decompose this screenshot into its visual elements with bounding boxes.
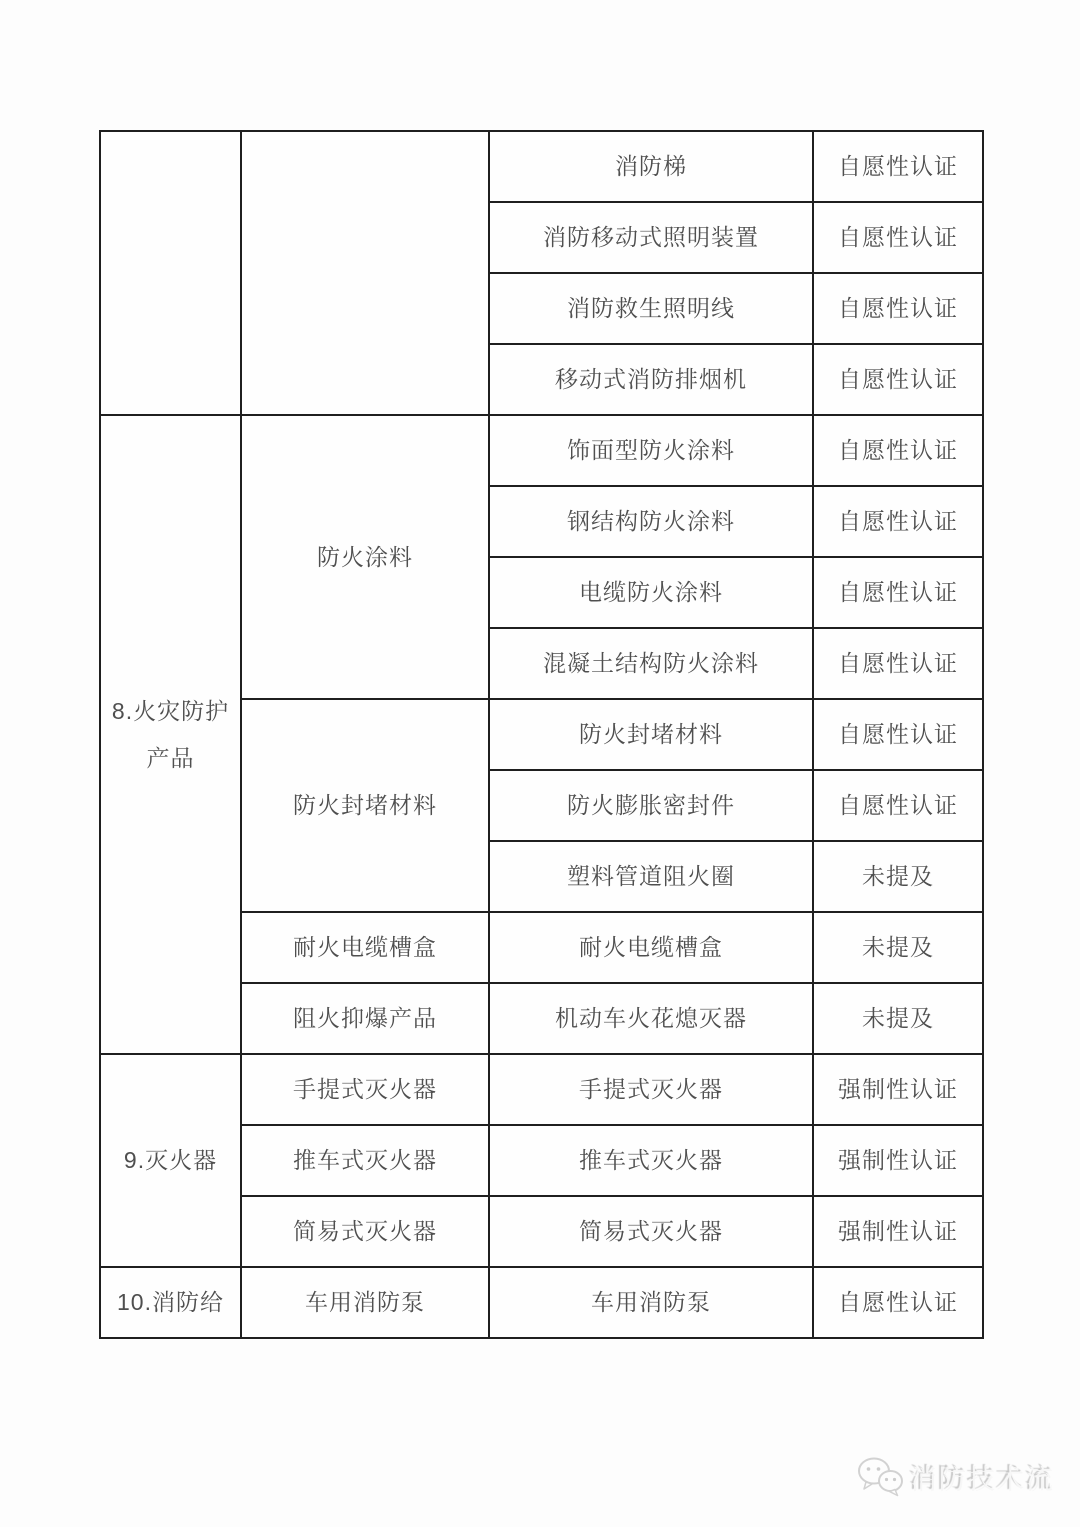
product-cell: 耐火电缆槽盒 bbox=[489, 912, 813, 983]
product-cell: 消防梯 bbox=[489, 131, 813, 202]
product-cell: 饰面型防火涂料 bbox=[489, 415, 813, 486]
certification-cell: 自愿性认证 bbox=[813, 486, 983, 557]
certification-cell: 自愿性认证 bbox=[813, 557, 983, 628]
subcategory-cell: 简易式灭火器 bbox=[241, 1196, 489, 1267]
product-cell: 车用消防泵 bbox=[489, 1267, 813, 1338]
certification-cell: 自愿性认证 bbox=[813, 131, 983, 202]
certification-cell: 强制性认证 bbox=[813, 1196, 983, 1267]
table-row bbox=[100, 1054, 983, 1125]
certification-cell: 自愿性认证 bbox=[813, 415, 983, 486]
certification-table bbox=[99, 130, 984, 1339]
product-cell: 手提式灭火器 bbox=[489, 1054, 813, 1125]
product-cell: 机动车火花熄灭器 bbox=[489, 983, 813, 1054]
product-cell: 消防移动式照明装置 bbox=[489, 202, 813, 273]
category-cell: 10.消防给 bbox=[100, 1267, 241, 1338]
category-cell: 9.灭火器 bbox=[100, 1054, 241, 1267]
certification-cell: 强制性认证 bbox=[813, 1125, 983, 1196]
product-cell: 塑料管道阻火圈 bbox=[489, 841, 813, 912]
subcategory-cell: 手提式灭火器 bbox=[241, 1054, 489, 1125]
category-cell bbox=[100, 415, 241, 1054]
product-cell: 钢结构防火涂料 bbox=[489, 486, 813, 557]
subcategory-cell: 车用消防泵 bbox=[241, 1267, 489, 1338]
category-line: 8.火灾防护 bbox=[111, 697, 230, 724]
certification-cell: 强制性认证 bbox=[813, 1054, 983, 1125]
subcategory-cell: 防火涂料 bbox=[241, 415, 489, 699]
table-row bbox=[100, 131, 983, 202]
watermark-text: 消防技术流 bbox=[910, 1464, 1055, 1495]
certification-cell: 未提及 bbox=[813, 983, 983, 1054]
category-cell bbox=[100, 131, 241, 415]
table-row bbox=[100, 415, 983, 486]
product-cell: 电缆防火涂料 bbox=[489, 557, 813, 628]
subcategory-cell: 耐火电缆槽盒 bbox=[241, 912, 489, 983]
category-line: 产品 bbox=[146, 744, 195, 771]
watermark bbox=[856, 1456, 1055, 1498]
certification-cell: 自愿性认证 bbox=[813, 1267, 983, 1338]
certification-cell: 未提及 bbox=[813, 841, 983, 912]
subcategory-cell: 推车式灭火器 bbox=[241, 1125, 489, 1196]
subcategory-cell bbox=[241, 131, 489, 415]
product-cell: 防火封堵材料 bbox=[489, 699, 813, 770]
certification-cell: 自愿性认证 bbox=[813, 770, 983, 841]
certification-cell: 自愿性认证 bbox=[813, 344, 983, 415]
subcategory-cell: 阻火抑爆产品 bbox=[241, 983, 489, 1054]
product-cell: 移动式消防排烟机 bbox=[489, 344, 813, 415]
certification-cell: 自愿性认证 bbox=[813, 699, 983, 770]
product-cell: 防火膨胀密封件 bbox=[489, 770, 813, 841]
wechat-icon bbox=[856, 1456, 904, 1498]
product-cell: 推车式灭火器 bbox=[489, 1125, 813, 1196]
subcategory-cell: 防火封堵材料 bbox=[241, 699, 489, 912]
certification-cell: 自愿性认证 bbox=[813, 628, 983, 699]
certification-cell: 自愿性认证 bbox=[813, 273, 983, 344]
product-cell: 消防救生照明线 bbox=[489, 273, 813, 344]
product-cell: 混凝土结构防火涂料 bbox=[489, 628, 813, 699]
table-row bbox=[100, 1267, 983, 1338]
certification-cell: 自愿性认证 bbox=[813, 202, 983, 273]
product-cell: 简易式灭火器 bbox=[489, 1196, 813, 1267]
certification-cell: 未提及 bbox=[813, 912, 983, 983]
